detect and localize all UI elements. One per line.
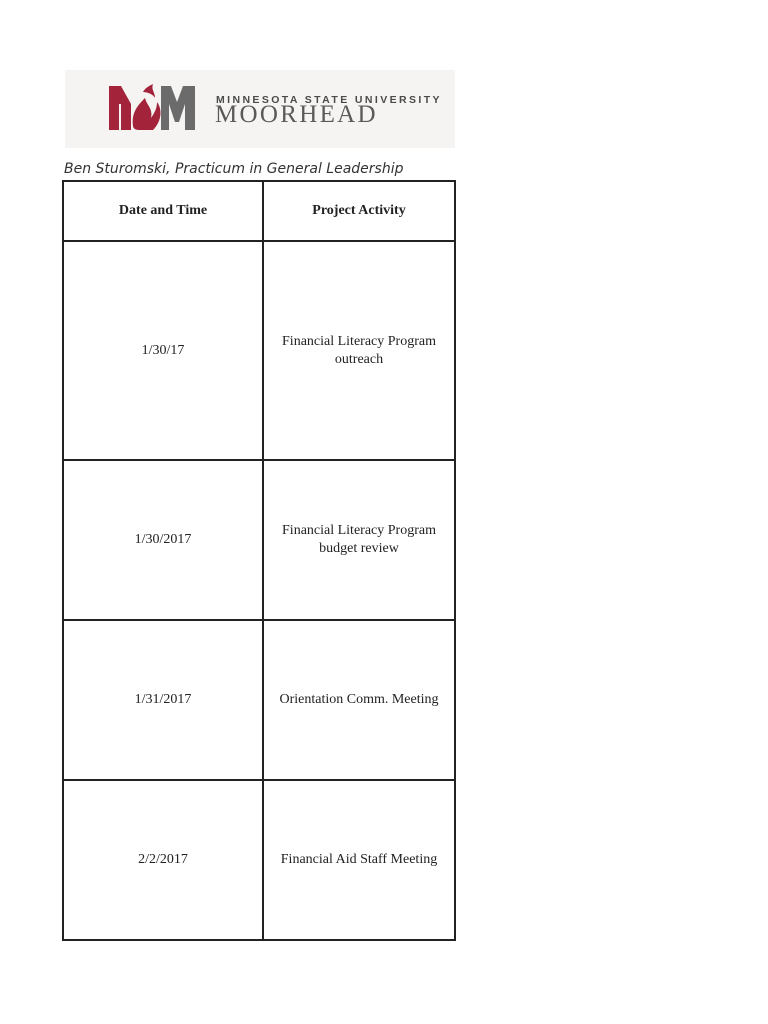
activity-cell: Financial Aid Staff Meeting [263,780,455,940]
university-logo [65,70,455,148]
date-cell: 2/2/2017 [63,780,263,940]
date-cell: 1/30/2017 [63,460,263,620]
activity-cell: Orientation Comm. Meeting [263,620,455,780]
table-header-row [63,181,455,241]
activity-cell: Financial Literacy Program budget review [263,460,455,620]
table-row [63,780,455,940]
activity-cell: Financial Literacy Program outreach [263,241,455,460]
logo-university-line: MINNESOTA STATE UNIVERSITY [216,94,442,106]
date-cell: 1/30/17 [63,241,263,460]
table-row [63,460,455,620]
msum-logo-mark-icon [109,82,195,132]
date-cell: 1/31/2017 [63,620,263,780]
activity-log-table [62,180,456,941]
logo-name: MOORHEAD [215,101,378,128]
table-row [63,241,455,460]
column-header-activity: Project Activity [263,181,455,241]
table-row [63,620,455,780]
column-header-date: Date and Time [63,181,263,241]
document-subtitle: Ben Sturomski, Practicum in General Leadership [64,161,404,177]
